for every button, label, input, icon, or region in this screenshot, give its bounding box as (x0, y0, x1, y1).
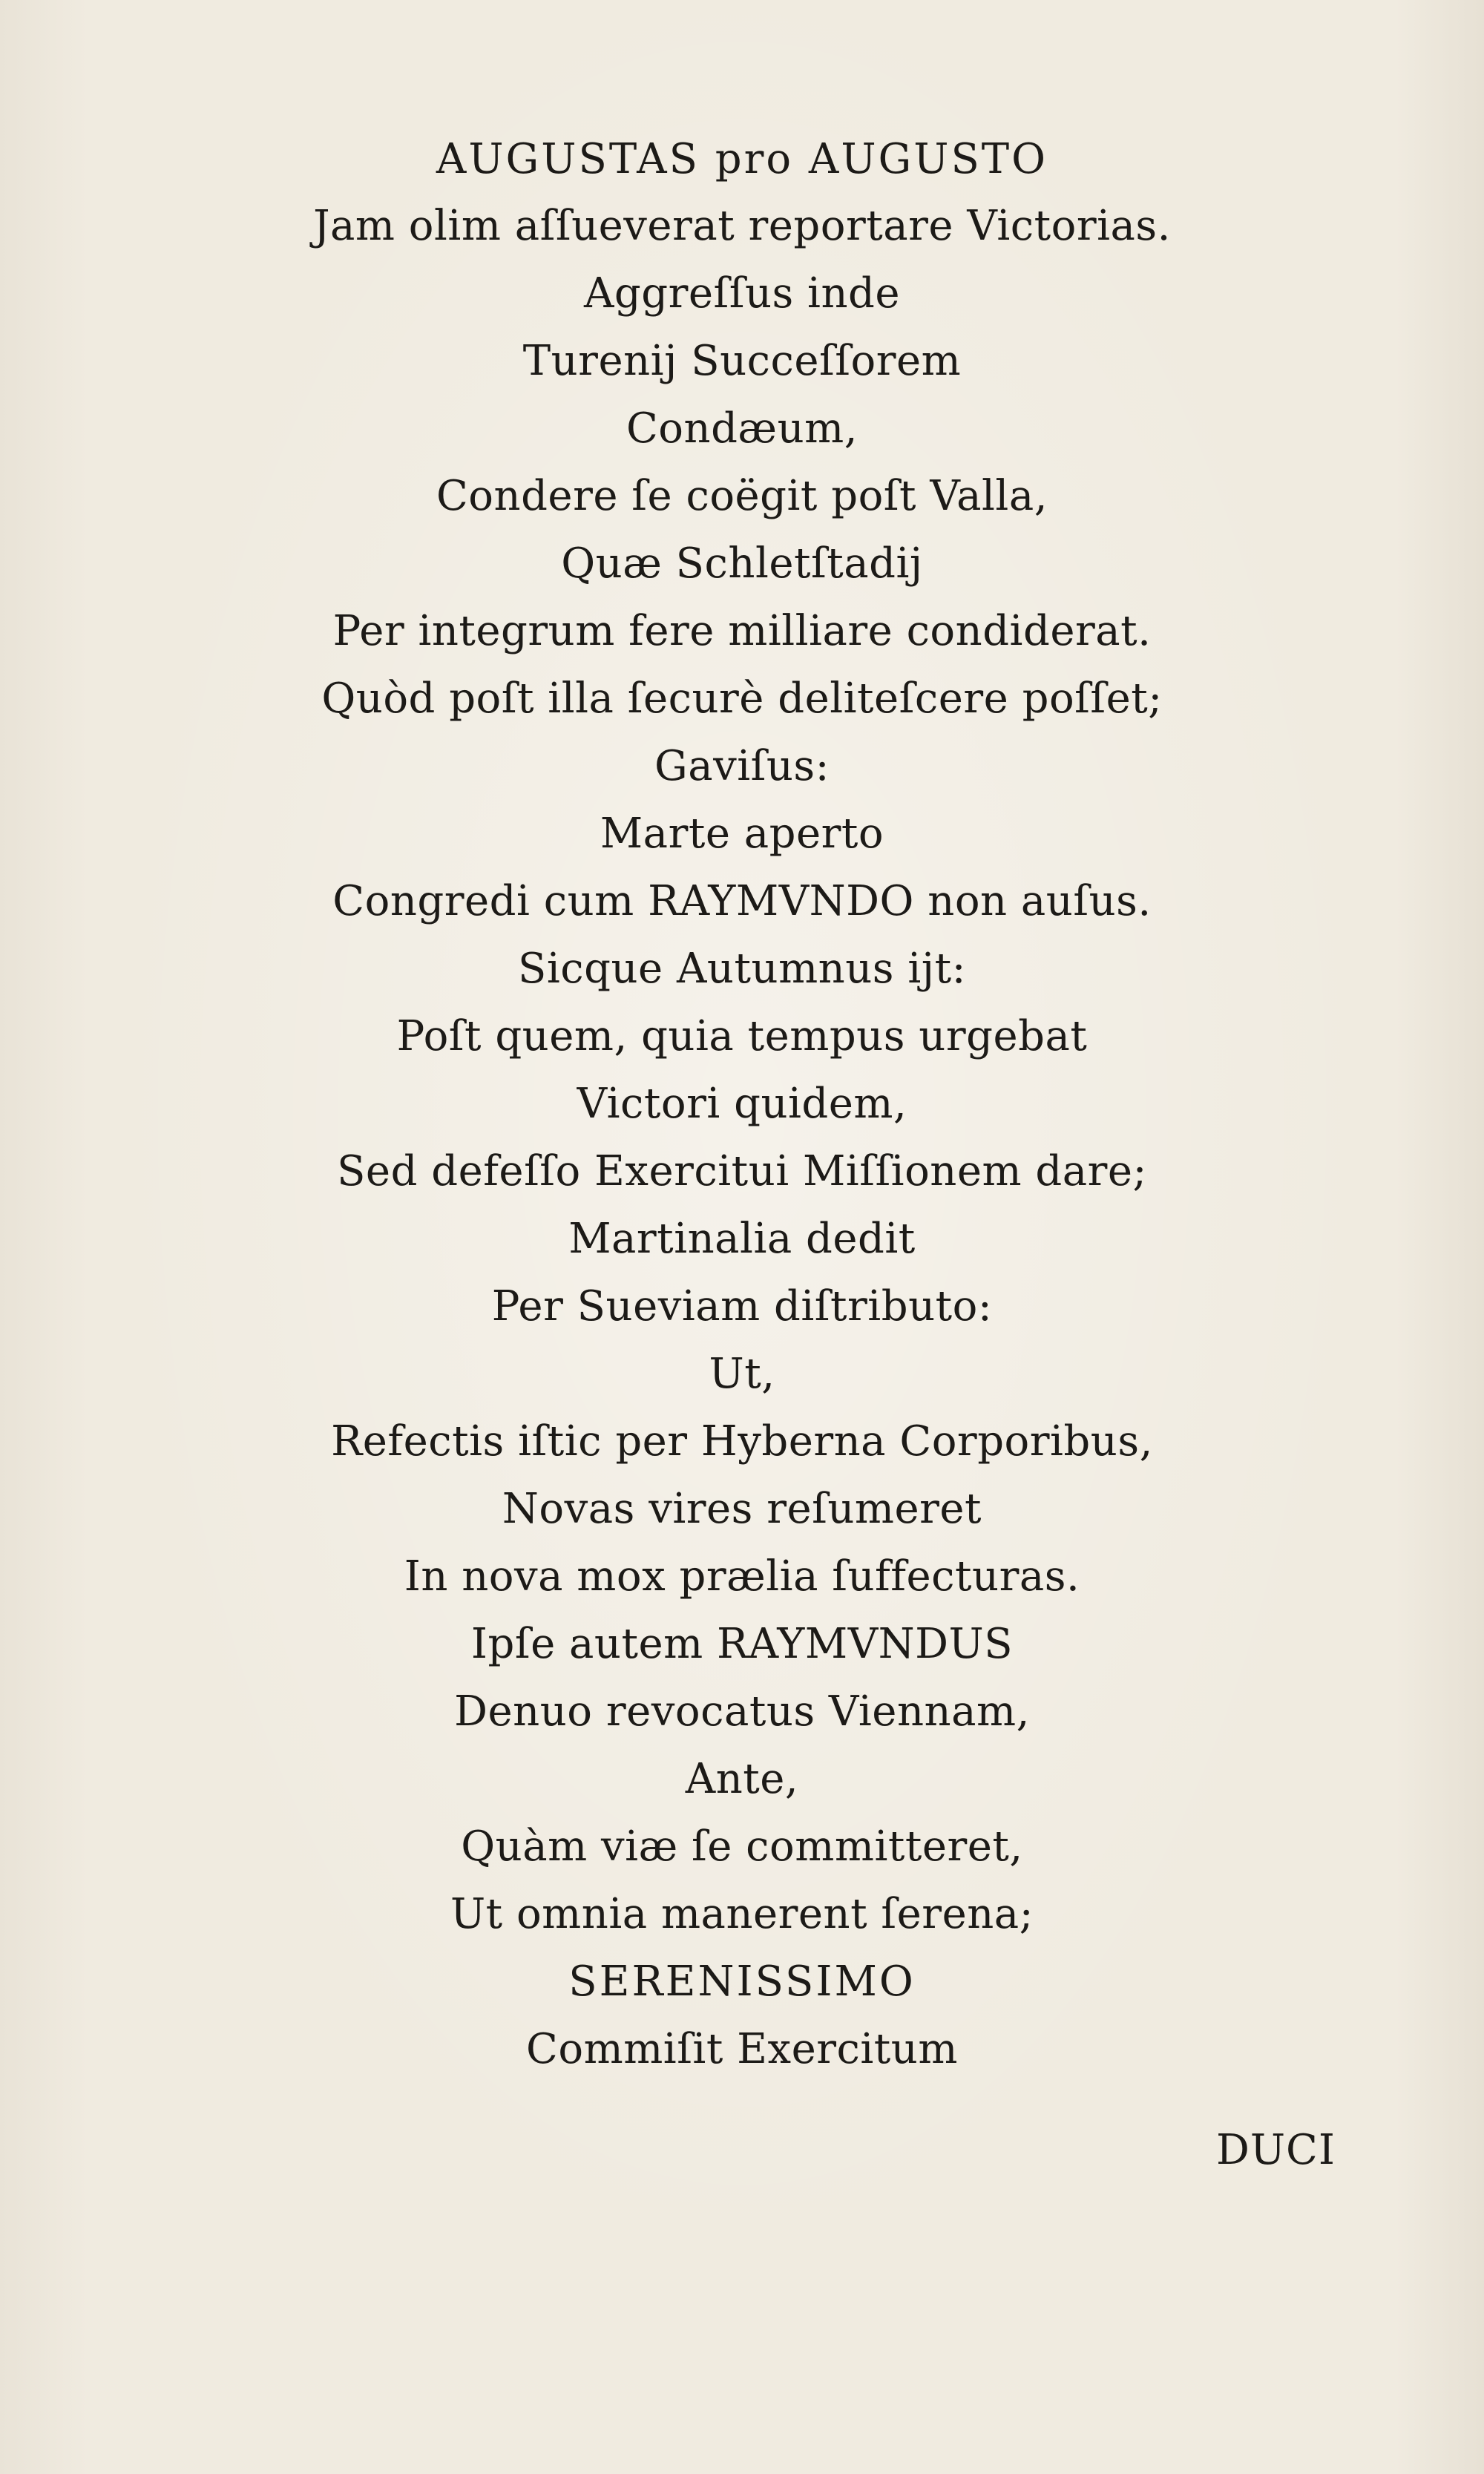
text-line: AUGUSTAS pro AUGUSTO (436, 135, 1048, 183)
text-line: Condere ſe coëgit poſt Valla, (436, 472, 1048, 520)
text-line: Turenij Succeſſorem (522, 337, 962, 385)
text-line: Sicque Autumnus ijt: (518, 945, 966, 993)
text-line: Quæ Schletſtadij (561, 539, 923, 588)
text-line: Per Sueviam diſtributo: (491, 1282, 993, 1330)
text-line: Victori quidem, (577, 1080, 907, 1128)
text-line: Denuo revocatus Viennam, (454, 1687, 1030, 1736)
text-line: Gaviſus: (654, 742, 830, 790)
text-line: Condæum, (626, 404, 858, 453)
text-line: Jam olim aſſueverat reportare Victorias. (313, 202, 1171, 250)
text-line: Novas vires reſumeret (502, 1485, 982, 1533)
text-line: Marte aperto (600, 810, 884, 858)
text-line: Aggreſſus inde (583, 269, 901, 318)
text-line: Ut, (709, 1350, 775, 1398)
text-line: Ipſe autem RAYMVNDUS (470, 1620, 1014, 1668)
text-line: Commiſit Exercitum (526, 2025, 958, 2073)
text-line: Quàm viæ ſe committeret, (461, 1822, 1023, 1871)
text-line: Ante, (685, 1755, 799, 1803)
text-line: Sed defeſſo Exercitui Miſſionem dare; (337, 1147, 1147, 1195)
text-line: Refectis iſtic per Hyberna Corporibus, (331, 1417, 1153, 1466)
text-line: Congredi cum RAYMVNDO non auſus. (332, 877, 1152, 925)
text-line: Quòd poſt illa ſecurè deliteſcere poſſet; (321, 675, 1163, 723)
text-line: Martinalia dedit (568, 1215, 916, 1263)
text-line: Ut omnia manerent ſerena; (450, 1890, 1034, 1938)
text-line: Poſt quem, quia tempus urgebat (396, 1012, 1088, 1060)
text-line: SERENISSIMO (568, 1958, 916, 2006)
text-line: Per integrum fere milliare condiderat. (332, 607, 1152, 655)
text-line: In nova mox prælia ſuffecturas. (404, 1552, 1080, 1601)
catchword: DUCI (1215, 2126, 1336, 2174)
